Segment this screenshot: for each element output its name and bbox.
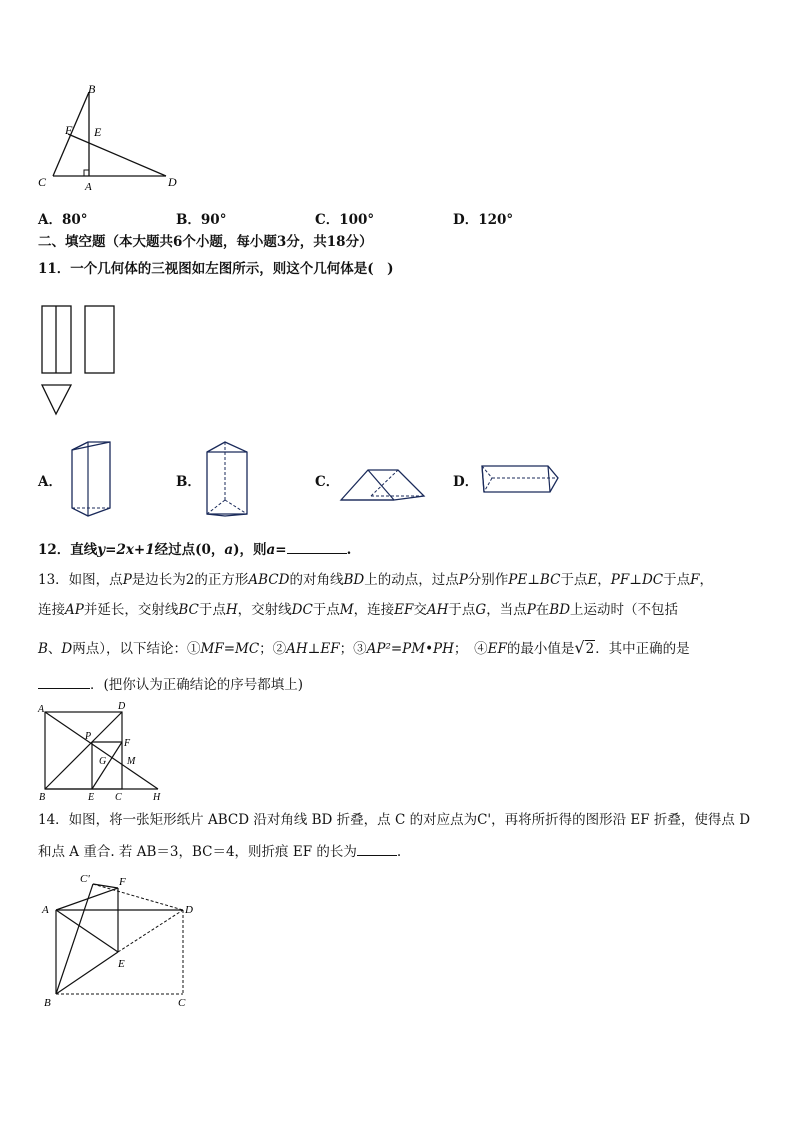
q13-line-3: B、D两点），以下结论：①MF=MC；②AH⊥EF；③AP²=PM•PH； ④EF的最小值是√2．其中正确的是 xyxy=(38,638,690,657)
sqrt-symbol: √ xyxy=(574,638,585,657)
label-d: D xyxy=(168,175,177,189)
label-a: A xyxy=(85,181,92,193)
q14-label-f: F xyxy=(119,876,126,888)
q13-answer-blank[interactable] xyxy=(38,676,90,689)
q11-option-d-label: D． xyxy=(453,474,479,490)
q14-figure xyxy=(38,868,200,1010)
q11-option-d-figure xyxy=(478,462,563,496)
label-c: C xyxy=(38,175,47,189)
q13-label-f: F xyxy=(124,738,131,749)
q14-label-e: E xyxy=(118,958,125,970)
q13-label-e: E xyxy=(88,792,95,803)
q13-label-c: C xyxy=(115,792,122,803)
q10-option-a: A．80° xyxy=(38,212,88,228)
q14-label-a: A xyxy=(42,904,49,916)
q11-option-c-figure xyxy=(338,462,430,507)
q11-three-views xyxy=(38,302,123,420)
q14-line-1: 14．如图，将一张矩形纸片 ABCD 沿对角线 BD 折叠，点 C 的对应点为C'，再将所折得的图形沿 EF 折叠，使得点 D xyxy=(38,812,751,828)
q13-figure xyxy=(36,702,168,804)
q14-label-c-prime: C' xyxy=(80,873,90,885)
q13-line-4: ．(把你认为正确结论的序号都填上) xyxy=(38,676,303,694)
q13-label-b: B xyxy=(39,792,46,803)
q11-option-b-figure xyxy=(203,440,253,520)
q13-label-m: M xyxy=(127,756,136,767)
q11-option-b-label: B． xyxy=(176,474,201,490)
q13-label-g: G xyxy=(99,756,107,767)
q10-figure xyxy=(36,82,186,194)
section-2-heading: 二、填空题（本大题共6个小题，每小题3分，共18分） xyxy=(38,234,373,250)
q14-label-b: B xyxy=(44,997,51,1009)
label-f: F xyxy=(65,123,73,137)
q13-label-d: D xyxy=(118,702,126,712)
q10-option-c: C．100° xyxy=(315,212,375,228)
q11-option-c-label: C． xyxy=(315,474,340,490)
q13-label-a: A xyxy=(38,704,45,715)
q11-option-a-figure xyxy=(68,440,118,520)
q10-option-b: B．90° xyxy=(176,212,227,228)
q10-option-d: D．120° xyxy=(453,212,514,228)
q13-label-p: P xyxy=(85,731,92,742)
label-b: B xyxy=(88,82,96,96)
q12-answer-blank[interactable] xyxy=(287,541,347,554)
q13-label-h: H xyxy=(153,792,161,803)
q14-answer-blank[interactable] xyxy=(357,843,397,856)
q14-label-d: D xyxy=(185,904,193,916)
q13-line-2: 连接AP并延长，交射线BC于点H，交射线DC于点M，连接EF交AH于点G，当点P在BD上运动时（不包括 xyxy=(38,602,679,618)
q11-option-a-label: A． xyxy=(38,474,62,490)
q14-line-2: 和点 A 重合. 若 AB＝3，BC＝4，则折痕 EF 的长为 . xyxy=(38,844,402,860)
q11-text: 11．一个几何体的三视图如左图所示，则这个几何体是( ) xyxy=(38,261,394,277)
q12-text: 12．直线y=2x+1经过点(0，a)，则a= . xyxy=(38,542,352,558)
q13-line-1: 13．如图，点P是边长为2的正方形ABCD的对角线BD上的动点，过点P分别作PE⊥BC于点E，PF⊥DC于点F， xyxy=(38,572,713,588)
label-e: E xyxy=(94,125,102,139)
q14-label-c: C xyxy=(178,997,186,1009)
